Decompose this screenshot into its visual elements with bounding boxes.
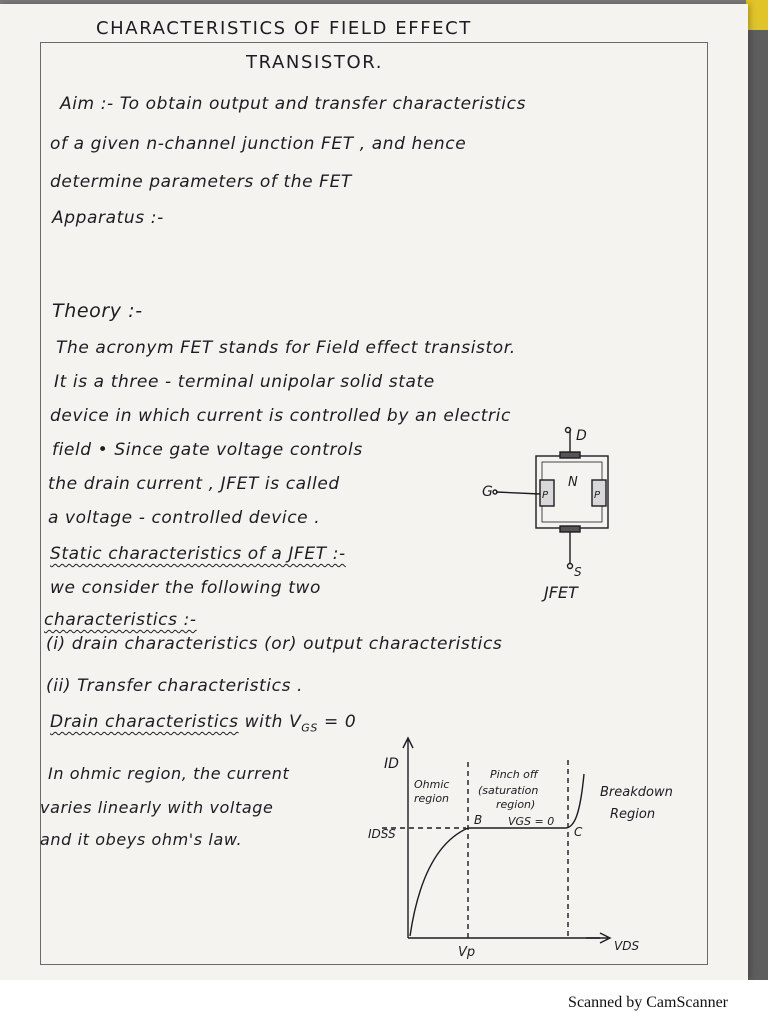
static-line-3: (i) drain characteristics (or) output characteristics — [46, 634, 503, 654]
aim-line-2: of a given n-channel junction FET , and hence — [50, 134, 467, 154]
jfet-label-d: D — [576, 428, 587, 444]
theory-line-6: a voltage - controlled device . — [48, 508, 321, 528]
drain-heading-main: Drain characteristics — [50, 712, 239, 732]
notebook-page — [0, 4, 748, 980]
jfet-label-p-left: P — [542, 490, 549, 501]
theory-line-4: field • Since gate voltage controls — [52, 440, 363, 460]
graph-pinch-label-2: (saturation — [478, 784, 539, 797]
jfet-label-p-right: P — [594, 490, 601, 501]
graph-ohmic-label-2: region — [414, 792, 450, 805]
static-heading: Static characteristics of a JFET :- — [50, 544, 346, 564]
drain-heading-sub: GS — [301, 721, 319, 735]
theory-line-3: device in which current is controlled by an electric — [50, 406, 511, 426]
page-title: CHARACTERISTICS OF FIELD EFFECT — [96, 18, 472, 39]
graph-y-label: ID — [384, 756, 399, 772]
graph-ohmic-label-1: Ohmic — [414, 778, 450, 791]
graph-vgs-label: VGS = 0 — [508, 815, 555, 828]
graph-vp-label: Vp — [458, 945, 476, 960]
aim-line-1: Aim :- To obtain output and transfer characteristics — [60, 94, 527, 114]
graph-x-label: VDS — [614, 939, 640, 953]
graph-pinch-label-1: Pinch off — [490, 768, 538, 781]
apparatus-heading: Apparatus :- — [52, 208, 164, 228]
static-line-2: characteristics :- — [44, 610, 197, 630]
graph-point-b: B — [474, 813, 483, 827]
scan-edge-object — [746, 0, 768, 30]
page-title-line2: TRANSISTOR. — [246, 52, 384, 73]
drain-line-1: In ohmic region, the current — [48, 764, 290, 783]
theory-line-2: It is a three - terminal unipolar solid state — [54, 372, 435, 392]
drain-heading-with: with V — [244, 712, 302, 732]
drain-line-3: and it obeys ohm's law. — [40, 830, 243, 849]
drain-heading-eq: = 0 — [318, 712, 357, 732]
drain-characteristics-graph — [0, 4, 748, 980]
aim-line-3: determine parameters of the FET — [50, 172, 352, 192]
jfet-label-n: N — [568, 475, 578, 490]
static-line-4: (ii) Transfer characteristics . — [46, 676, 304, 696]
graph-breakdown-label-2: Region — [610, 807, 656, 822]
jfet-label-g: G — [482, 484, 493, 500]
drain-line-2: varies linearly with voltage — [40, 798, 274, 817]
theory-line-5: the drain current , JFET is called — [48, 474, 340, 494]
jfet-label-s: S — [574, 565, 582, 579]
graph-breakdown-label-1: Breakdown — [600, 785, 673, 800]
graph-idss-label: IDSS — [368, 827, 396, 841]
static-line-1: we consider the following two — [50, 578, 322, 598]
jfet-caption: JFET — [544, 583, 578, 602]
theory-heading: Theory :- — [52, 300, 143, 322]
graph-pinch-label-3: region) — [496, 798, 536, 811]
theory-line-1: The acronym FET stands for Field effect transistor. — [56, 338, 516, 358]
scanner-watermark: Scanned by CamScanner — [568, 994, 728, 1011]
graph-point-c: C — [574, 825, 583, 839]
